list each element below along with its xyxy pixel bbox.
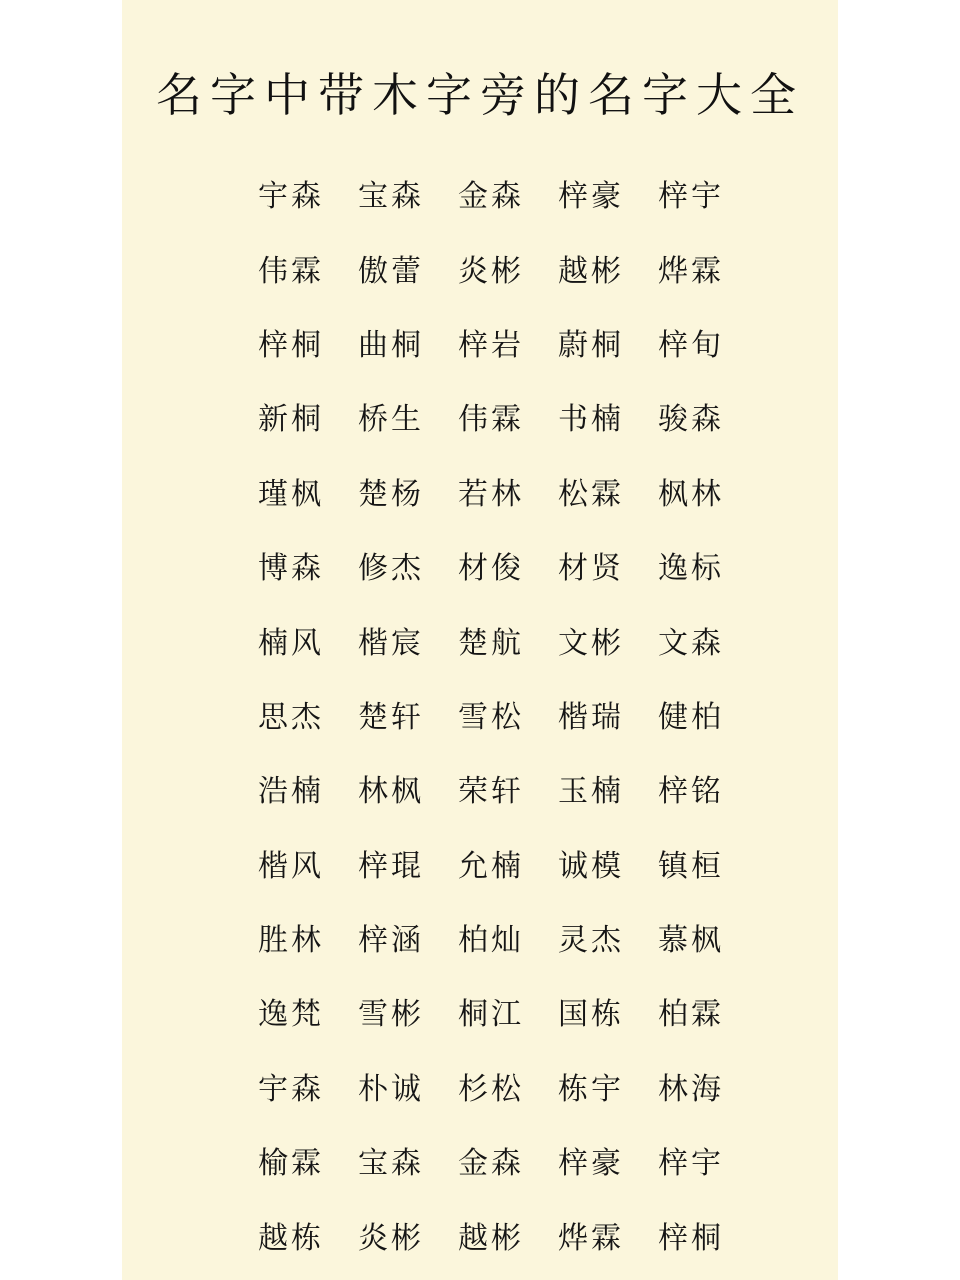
name-item: 宝森 <box>358 179 424 215</box>
name-item: 金森 <box>458 1146 524 1182</box>
names-row <box>240 305 740 379</box>
name-item: 瑾枫 <box>258 476 324 512</box>
name-item: 梓琨 <box>358 848 424 884</box>
name-item: 枫林 <box>658 476 724 512</box>
name-item: 国栋 <box>558 997 624 1033</box>
names-grid <box>240 156 740 1272</box>
name-item: 慕枫 <box>658 923 724 959</box>
name-item: 胜林 <box>258 923 324 959</box>
name-item: 伟霖 <box>258 253 324 289</box>
names-row <box>240 826 740 900</box>
names-row <box>240 751 740 825</box>
names-row <box>240 156 740 230</box>
name-item: 雪松 <box>458 699 524 735</box>
name-item: 浩楠 <box>258 774 324 810</box>
name-item: 楚杨 <box>358 476 424 512</box>
name-item: 梓宇 <box>658 1146 724 1182</box>
name-item: 梓岩 <box>458 327 524 363</box>
names-row <box>240 974 740 1048</box>
name-item: 梓豪 <box>558 179 624 215</box>
name-item: 榆霖 <box>258 1146 324 1182</box>
name-item: 梓桐 <box>258 327 324 363</box>
name-item: 梓桐 <box>658 1220 724 1256</box>
name-item: 楷瑞 <box>558 699 624 735</box>
name-item: 伟霖 <box>458 402 524 438</box>
name-item: 宝森 <box>358 1146 424 1182</box>
name-item: 若林 <box>458 476 524 512</box>
name-item: 楚轩 <box>358 699 424 735</box>
names-row <box>240 528 740 602</box>
name-item: 楷风 <box>258 848 324 884</box>
name-item: 材贤 <box>558 551 624 587</box>
names-row <box>240 900 740 974</box>
names-row <box>240 454 740 528</box>
name-item: 博森 <box>258 551 324 587</box>
name-item: 林海 <box>658 1071 724 1107</box>
name-item: 玉楠 <box>558 774 624 810</box>
name-item: 逸标 <box>658 551 724 587</box>
names-row <box>240 379 740 453</box>
name-item: 烨霖 <box>558 1220 624 1256</box>
name-item: 曲桐 <box>358 327 424 363</box>
names-row <box>240 1049 740 1123</box>
names-row <box>240 602 740 676</box>
name-item: 烨霖 <box>658 253 724 289</box>
name-item: 文森 <box>658 625 724 661</box>
names-row <box>240 1123 740 1197</box>
name-item: 杉松 <box>458 1071 524 1107</box>
name-item: 越彬 <box>558 253 624 289</box>
name-item: 逸梵 <box>258 997 324 1033</box>
name-item: 梓豪 <box>558 1146 624 1182</box>
name-item: 健柏 <box>658 699 724 735</box>
name-item: 柏灿 <box>458 923 524 959</box>
name-item: 柏霖 <box>658 997 724 1033</box>
name-item: 金森 <box>458 179 524 215</box>
name-item: 材俊 <box>458 551 524 587</box>
name-item: 新桐 <box>258 402 324 438</box>
name-item: 桐江 <box>458 997 524 1033</box>
name-item: 雪彬 <box>358 997 424 1033</box>
name-item: 傲蕾 <box>358 253 424 289</box>
name-item: 楷宸 <box>358 625 424 661</box>
name-item: 梓涵 <box>358 923 424 959</box>
name-item: 灵杰 <box>558 923 624 959</box>
name-item: 炎彬 <box>358 1220 424 1256</box>
name-item: 楠风 <box>258 625 324 661</box>
name-item: 书楠 <box>558 402 624 438</box>
name-item: 允楠 <box>458 848 524 884</box>
name-item: 宇森 <box>258 179 324 215</box>
names-row <box>240 1197 740 1271</box>
names-row <box>240 230 740 304</box>
name-item: 栋宇 <box>558 1071 624 1107</box>
name-item: 梓旬 <box>658 327 724 363</box>
name-item: 越栋 <box>258 1220 324 1256</box>
name-item: 炎彬 <box>458 253 524 289</box>
name-item: 梓宇 <box>658 179 724 215</box>
names-row <box>240 677 740 751</box>
name-item: 梓铭 <box>658 774 724 810</box>
name-item: 镇桓 <box>658 848 724 884</box>
name-item: 宇森 <box>258 1071 324 1107</box>
name-item: 蔚桐 <box>558 327 624 363</box>
name-item: 文彬 <box>558 625 624 661</box>
name-item: 桥生 <box>358 402 424 438</box>
name-item: 荣轩 <box>458 774 524 810</box>
name-item: 修杰 <box>358 551 424 587</box>
name-item: 骏森 <box>658 402 724 438</box>
name-item: 思杰 <box>258 699 324 735</box>
name-item: 松霖 <box>558 476 624 512</box>
name-item: 越彬 <box>458 1220 524 1256</box>
name-item: 诚模 <box>558 848 624 884</box>
name-item: 林枫 <box>358 774 424 810</box>
page-title: 名字中带木字旁的名字大全 <box>156 68 804 122</box>
name-item: 楚航 <box>458 625 524 661</box>
name-item: 朴诚 <box>358 1071 424 1107</box>
